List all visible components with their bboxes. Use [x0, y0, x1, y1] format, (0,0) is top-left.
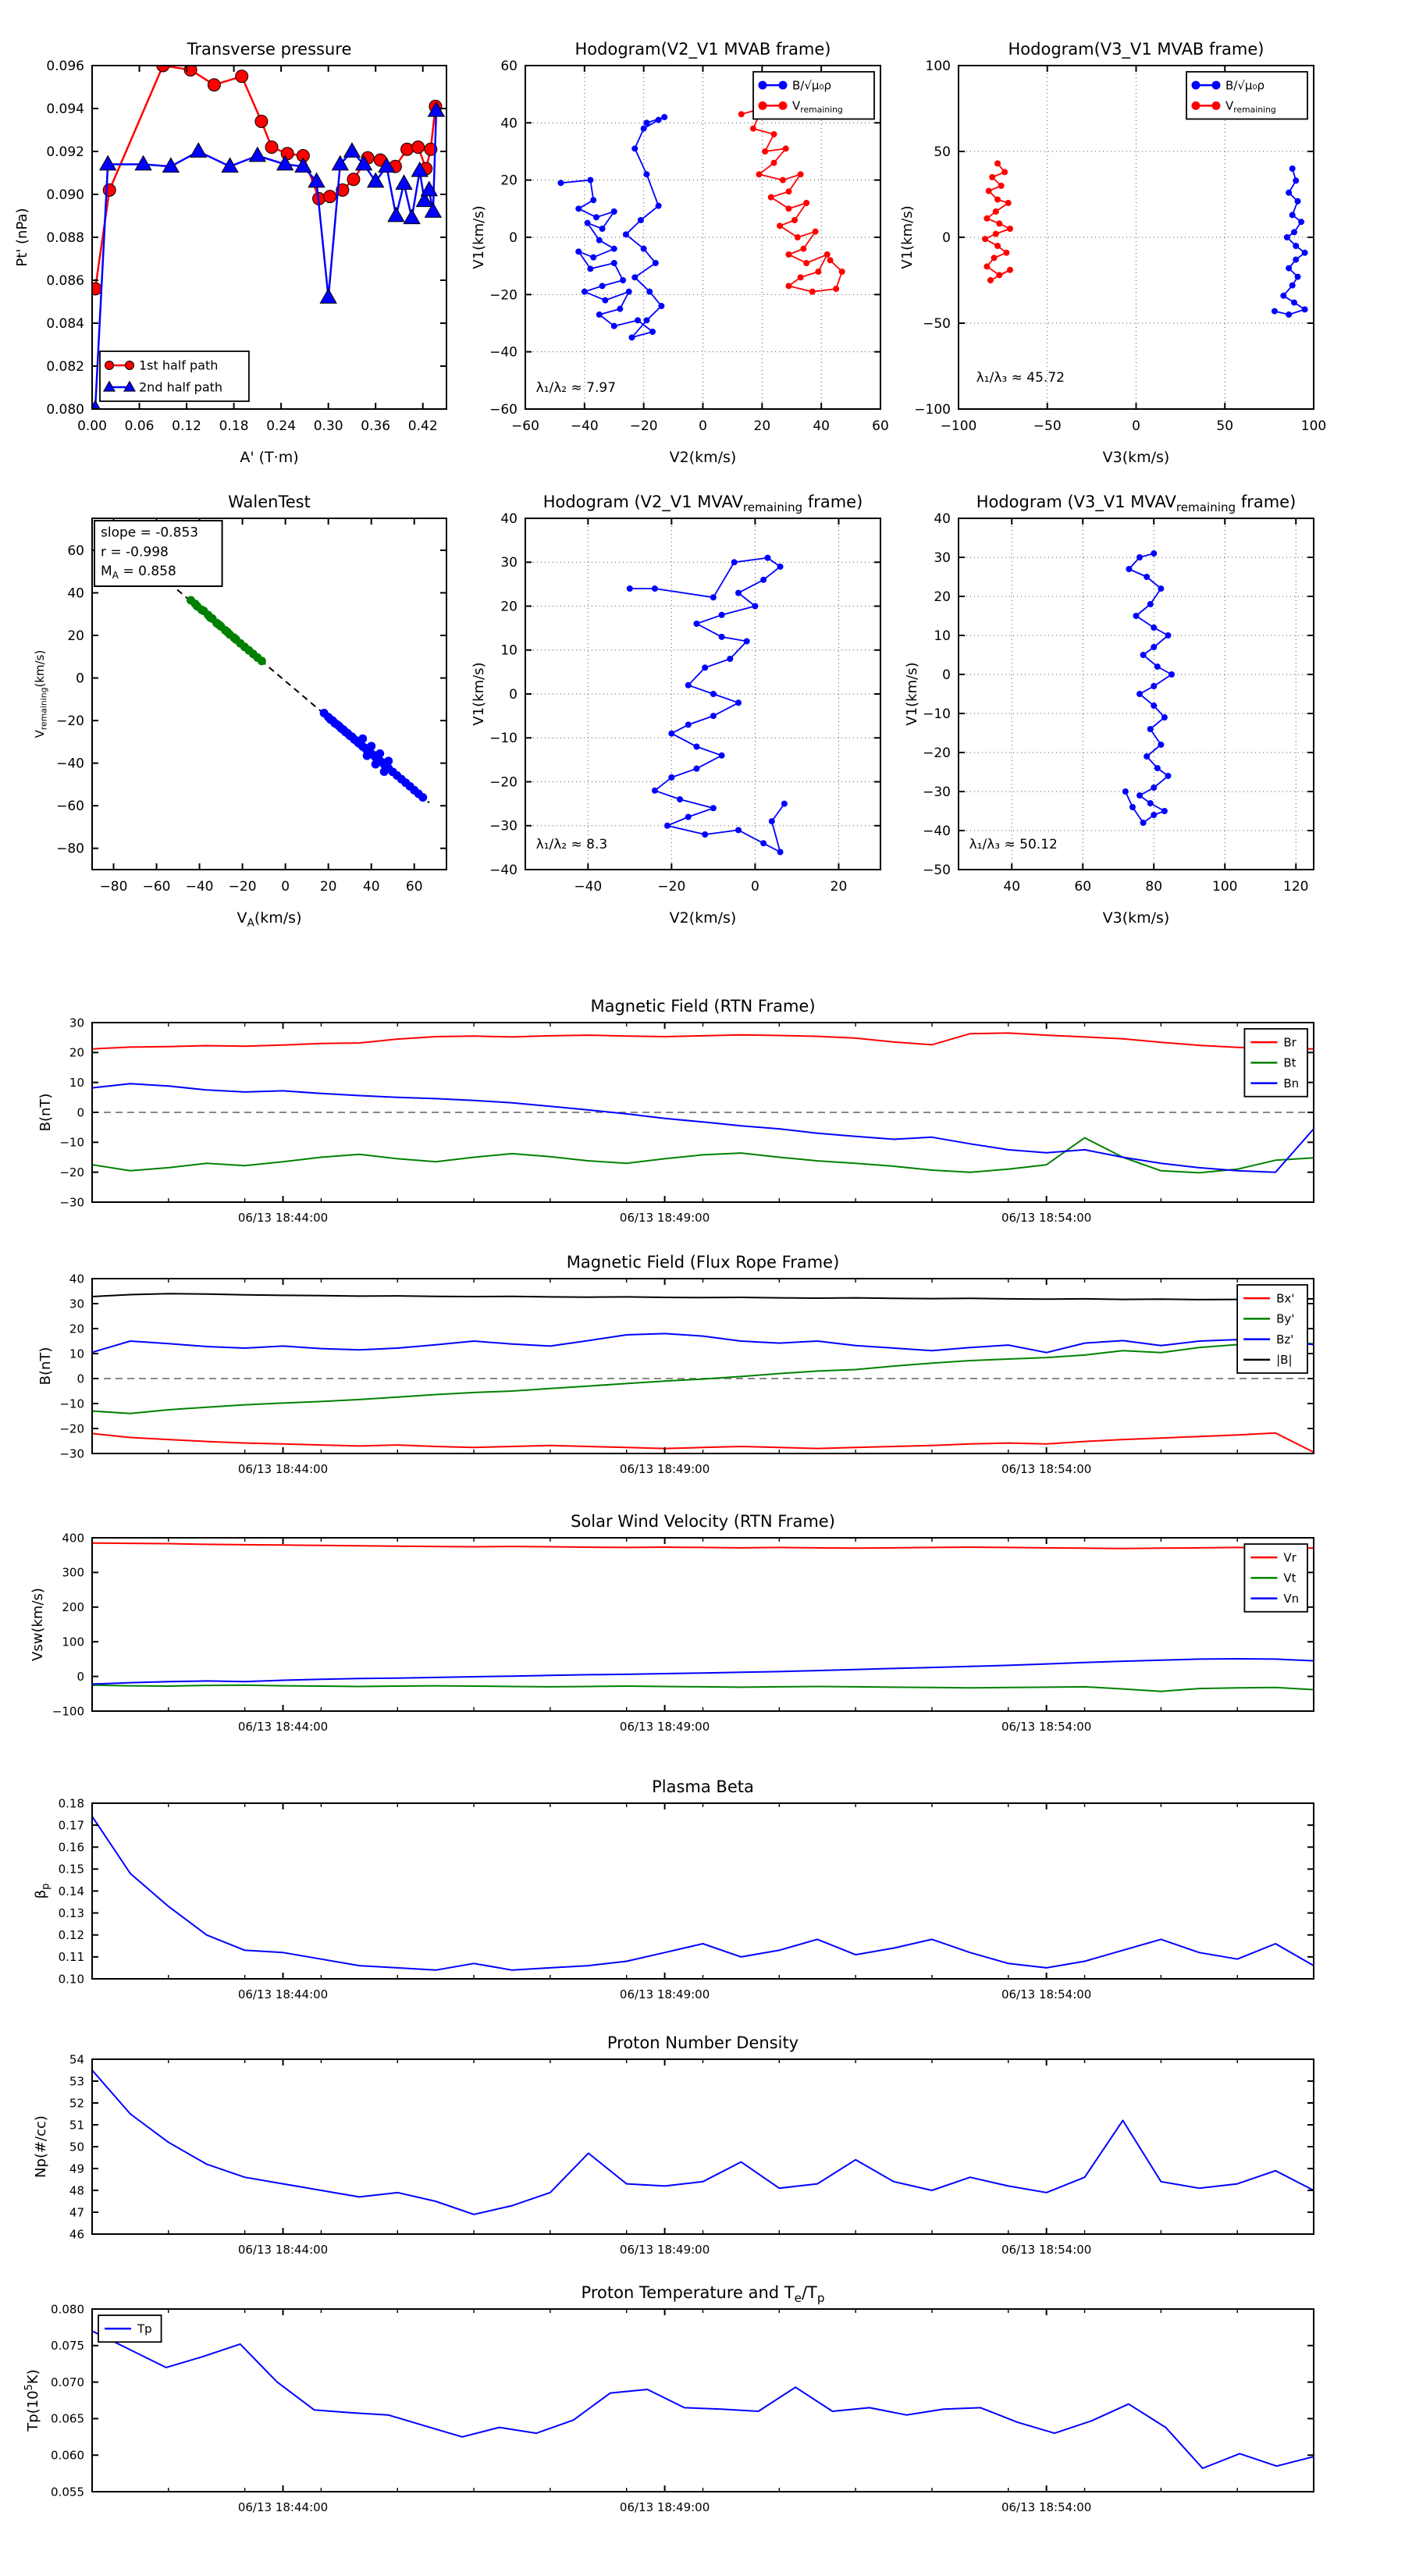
y-tick-label: 50 — [934, 144, 951, 160]
x-tick-label: 20 — [319, 879, 337, 895]
y-tick-label: 30 — [934, 550, 951, 566]
y-tick-label: 53 — [69, 2074, 84, 2089]
y-tick-label: 0.092 — [46, 144, 84, 160]
x-tick-label: 0 — [1132, 418, 1140, 434]
y-tick-label: −100 — [914, 401, 951, 418]
y-tick-label: 300 — [62, 1565, 84, 1580]
x-tick-label: 0.30 — [313, 418, 343, 434]
y-tick-label: 30 — [69, 1297, 84, 1311]
x-tick-label: 0.06 — [124, 418, 155, 434]
x-axis-label: V2(km/s) — [669, 909, 737, 927]
magnetic-field-rtn-plot-series-Br — [92, 1033, 1314, 1048]
x-tick-label: 100 — [1212, 879, 1238, 895]
y-tick-label: 10 — [69, 1075, 84, 1090]
hodogram-v2v1-mvab-plot — [471, 40, 889, 466]
y-tick-label: 30 — [69, 1016, 84, 1030]
y-tick-label: −20 — [489, 774, 518, 791]
y-tick-label: −20 — [59, 1421, 84, 1436]
annotation-text: λ₁/λ₃ ≈ 50.12 — [969, 837, 1058, 852]
y-tick-label: 10 — [69, 1347, 84, 1361]
hodogram-v3v1-mvab-plot — [899, 40, 1326, 466]
legend-label: Vn — [1283, 1591, 1300, 1606]
x-tick-label: 06/13 18:54:00 — [1001, 1987, 1092, 2001]
stats-line: slope = -0.853 — [101, 525, 199, 541]
x-tick-label: 20 — [753, 418, 771, 434]
x-axis-label: A' (T·m) — [240, 449, 299, 466]
legend — [1244, 1544, 1307, 1612]
x-tick-label: −80 — [99, 879, 128, 895]
y-axis-label: B(nT) — [37, 1093, 54, 1132]
transverse-pressure-plot-series-1st half path — [95, 66, 436, 289]
y-tick-label: 0 — [76, 671, 84, 687]
x-tick-label: 0.18 — [219, 418, 249, 434]
y-tick-label: −20 — [489, 287, 518, 304]
legend-label: Tp — [137, 2322, 152, 2336]
y-tick-label: 0.096 — [46, 58, 84, 74]
y-tick-label: 49 — [69, 2161, 84, 2176]
x-tick-label: −20 — [657, 879, 686, 895]
x-tick-label: 06/13 18:44:00 — [237, 2500, 329, 2514]
plot-title: WalenTest — [228, 493, 311, 511]
x-tick-label: 06/13 18:49:00 — [619, 1720, 710, 1734]
x-tick-label: 06/13 18:44:00 — [237, 1462, 329, 1476]
y-tick-label: 0.15 — [58, 1862, 84, 1877]
x-tick-label: 0.42 — [407, 418, 438, 434]
ticks — [525, 518, 880, 870]
walen-test-plot-markers-first-half-points — [187, 596, 266, 666]
legend-label: Vt — [1283, 1571, 1297, 1585]
axes-frame — [92, 1279, 1314, 1453]
y-tick-label: −30 — [923, 784, 951, 800]
y-tick-label: 0 — [76, 1669, 84, 1684]
x-tick-label: 100 — [1300, 418, 1327, 434]
y-tick-label: 40 — [69, 1272, 84, 1286]
plot-title: Proton Temperature and $T_e/T_p$ — [581, 2283, 825, 2306]
y-axis-label: $Tp(10^5K)$ — [23, 2369, 41, 2432]
plot-title: Magnetic Field (Flux Rope Frame) — [566, 1253, 840, 1272]
y-axis-label: Pt' (nPa) — [14, 208, 30, 267]
y-tick-label: −60 — [56, 799, 84, 815]
proton-temperature-plot — [23, 2283, 1314, 2514]
y-tick-label: 0.075 — [51, 2339, 84, 2354]
y-tick-label: 0.13 — [58, 1905, 84, 1920]
magnetic-field-fluxrope-plot-series-Bx' — [92, 1433, 1314, 1453]
x-tick-label: 06/13 18:54:00 — [1001, 2500, 1092, 2514]
x-tick-label: 50 — [1216, 418, 1234, 434]
hodogram-v3v1-mvav-plot-markers-B-normalized — [1122, 550, 1175, 826]
y-tick-label: 52 — [69, 2096, 84, 2111]
x-tick-label: 0 — [281, 879, 290, 895]
stats-line: r = -0.998 — [101, 544, 169, 560]
x-tick-label: 40 — [1003, 879, 1021, 895]
x-tick-label: −50 — [1033, 418, 1062, 434]
hodogram-v3v1-mvav-plot — [904, 493, 1314, 927]
y-tick-label: 0.086 — [46, 272, 84, 289]
magnetic-field-rtn-plot — [37, 997, 1314, 1225]
ticks — [92, 2309, 1314, 2492]
legend — [1244, 1029, 1307, 1097]
y-axis-label: $\beta_p$ — [33, 1883, 52, 1899]
y-tick-label: 0 — [942, 667, 951, 683]
y-tick-label: 10 — [934, 628, 951, 644]
plasma-beta-plot-series-beta — [92, 1816, 1314, 1970]
y-tick-label: −40 — [56, 756, 84, 772]
solar-wind-velocity-plot — [30, 1512, 1314, 1734]
y-tick-label: 40 — [67, 585, 84, 602]
y-tick-label: 20 — [500, 173, 518, 189]
x-tick-label: 06/13 18:44:00 — [237, 1987, 329, 2001]
y-tick-label: 0.094 — [46, 101, 84, 117]
y-tick-label: 50 — [69, 2140, 84, 2154]
legend-label: Bt — [1283, 1055, 1297, 1070]
y-tick-label: 0.084 — [46, 315, 84, 332]
x-tick-label: 60 — [872, 418, 889, 434]
x-tick-label: 0.24 — [266, 418, 297, 434]
y-tick-label: 47 — [69, 2205, 84, 2220]
magnetic-field-fluxrope-plot-series-Bz' — [92, 1333, 1314, 1352]
legend-label: Bx' — [1276, 1291, 1295, 1306]
x-tick-label: 20 — [830, 879, 848, 895]
plot-title: Hodogram (V3_V1 $MVAV_{remaining}$ frame) — [976, 493, 1297, 515]
hodogram-v3v1-mvab-plot-markers-B-normalized — [1272, 165, 1308, 318]
y-tick-label: −60 — [489, 401, 518, 418]
x-tick-label: −20 — [629, 418, 658, 434]
magnetic-field-fluxrope-plot-series-|B| — [92, 1293, 1314, 1300]
y-tick-label: 40 — [500, 116, 518, 132]
grid — [959, 518, 1314, 870]
x-tick-label: 06/13 18:49:00 — [619, 2243, 710, 2257]
y-tick-label: 0 — [509, 229, 518, 246]
y-tick-label: 0.12 — [58, 1928, 84, 1942]
y-tick-label: −50 — [923, 862, 951, 878]
stats-line: $M_A = 0.858$ — [101, 563, 176, 582]
walen-test-plot — [33, 493, 446, 930]
y-tick-label: 60 — [67, 543, 84, 559]
axes-frame — [525, 518, 880, 870]
y-tick-label: −20 — [56, 713, 84, 730]
y-tick-label: −20 — [923, 745, 951, 761]
y-tick-label: 54 — [69, 2052, 84, 2067]
legend — [100, 351, 249, 401]
y-tick-label: 48 — [69, 2183, 84, 2198]
x-tick-label: 06/13 18:49:00 — [619, 1987, 710, 2001]
y-tick-label: 0.060 — [51, 2448, 84, 2463]
magnetic-field-fluxrope-plot — [37, 1253, 1314, 1476]
legend-label: $V_{remaining}$ — [792, 98, 843, 116]
hodogram-v3v1-mvab-plot-markers-V-remaining — [982, 160, 1013, 283]
y-tick-label: −30 — [59, 1195, 84, 1210]
y-tick-label: −30 — [59, 1446, 84, 1461]
y-tick-label: −10 — [923, 706, 951, 722]
grid — [525, 518, 880, 870]
legend — [98, 2315, 162, 2342]
y-tick-label: −10 — [59, 1397, 84, 1411]
x-tick-label: −100 — [940, 418, 977, 434]
x-axis-label: V3(km/s) — [1102, 449, 1170, 466]
y-axis-label: Np(#/cc) — [33, 2115, 49, 2178]
y-tick-label: 0 — [942, 229, 951, 246]
y-tick-label: −20 — [59, 1165, 84, 1179]
x-tick-label: 06/13 18:49:00 — [619, 1462, 710, 1476]
hodogram-v2v1-mvab-plot-markers-V-remaining — [738, 105, 845, 295]
plot-title: Hodogram(V3_V1 MVAB frame) — [1008, 40, 1264, 59]
y-axis-label: Vsw(km/s) — [30, 1588, 46, 1661]
y-tick-label: −30 — [489, 818, 518, 834]
x-tick-label: 06/13 18:54:00 — [1001, 2243, 1092, 2257]
x-axis-label: $V_A(km/s)$ — [237, 909, 302, 930]
solar-wind-velocity-plot-series-Vr — [92, 1543, 1314, 1549]
y-tick-label: 0 — [509, 686, 518, 703]
plot-title: Transverse pressure — [187, 40, 352, 59]
legend — [1186, 72, 1307, 119]
x-tick-label: 06/13 18:49:00 — [619, 2500, 710, 2514]
x-tick-label: −40 — [185, 879, 214, 895]
x-tick-label: −20 — [228, 879, 257, 895]
ticks — [92, 1279, 1314, 1453]
legend-label: |B| — [1276, 1353, 1293, 1368]
hodogram-v2v1-mvab-plot-series-V-remaining — [742, 109, 842, 292]
hodogram-v2v1-mvav-plot-series-B-normalized — [630, 558, 784, 852]
legend-label: Bn — [1283, 1076, 1300, 1091]
annotation-text: λ₁/λ₂ ≈ 8.3 — [535, 837, 608, 852]
walen-test-plot-markers-second-half-points — [320, 709, 428, 802]
y-axis-label: V1(km/s) — [899, 205, 916, 269]
y-tick-label: −10 — [59, 1135, 84, 1150]
y-tick-label: 0.11 — [58, 1950, 84, 1965]
y-tick-label: 200 — [62, 1600, 84, 1615]
x-tick-label: 06/13 18:49:00 — [619, 1211, 710, 1225]
annotation-text: λ₁/λ₂ ≈ 7.97 — [535, 380, 617, 396]
y-tick-label: 60 — [500, 58, 518, 74]
y-axis-label: $V_{remaining}(km/s)$ — [33, 649, 49, 738]
plot-title: Solar Wind Velocity (RTN Frame) — [571, 1512, 835, 1531]
x-tick-label: 60 — [405, 879, 423, 895]
y-tick-label: 0.080 — [51, 2302, 84, 2317]
y-tick-label: 20 — [500, 599, 518, 615]
x-tick-label: 0.12 — [172, 418, 201, 434]
plasma-beta-plot — [33, 1777, 1314, 2001]
hodogram-v3v1-mvav-plot-series-B-normalized — [1126, 553, 1172, 823]
x-tick-label: −60 — [511, 418, 539, 434]
y-axis-label: V1(km/s) — [471, 205, 487, 269]
y-tick-label: 20 — [69, 1322, 84, 1336]
legend-label: By' — [1276, 1311, 1295, 1326]
proton-number-density-plot — [33, 2033, 1314, 2257]
y-tick-label: 0.17 — [58, 1818, 84, 1833]
annotation-text: λ₁/λ₃ ≈ 45.72 — [976, 369, 1065, 386]
legend — [1237, 1285, 1307, 1373]
y-tick-label: 40 — [500, 511, 518, 527]
y-tick-label: 30 — [500, 555, 518, 571]
x-tick-label: 0 — [699, 418, 707, 434]
x-tick-label: 60 — [1074, 879, 1092, 895]
y-tick-label: 0.18 — [58, 1796, 84, 1811]
y-tick-label: 0.065 — [51, 2411, 84, 2426]
x-tick-label: 40 — [813, 418, 830, 434]
axes-frame — [92, 2059, 1314, 2234]
y-tick-label: −100 — [52, 1704, 84, 1719]
legend-label: B/√μ₀ρ — [792, 78, 831, 93]
legend-label: $V_{remaining}$ — [1225, 98, 1276, 116]
y-tick-label: 0.055 — [51, 2485, 84, 2500]
proton-number-density-plot-series-Np — [92, 2070, 1314, 2215]
y-tick-label: −50 — [923, 315, 951, 332]
y-axis-label: V1(km/s) — [904, 662, 920, 726]
x-tick-label: 06/13 18:54:00 — [1001, 1720, 1092, 1734]
y-tick-label: 51 — [69, 2118, 84, 2133]
x-tick-label: 40 — [362, 879, 380, 895]
y-tick-label: 100 — [62, 1635, 84, 1649]
y-tick-label: 0.090 — [46, 187, 84, 203]
y-tick-label: 0 — [76, 1372, 84, 1386]
y-tick-label: 40 — [934, 511, 951, 527]
plot-title: Plasma Beta — [652, 1777, 754, 1796]
solar-wind-velocity-plot-series-Vt — [92, 1685, 1314, 1692]
solar-wind-velocity-plot-series-Vn — [92, 1659, 1314, 1684]
y-tick-label: −10 — [489, 731, 518, 747]
legend-label: Br — [1283, 1035, 1297, 1050]
legend-label: Vr — [1283, 1550, 1297, 1565]
x-tick-label: −40 — [574, 879, 603, 895]
legend-label: 1st half path — [139, 358, 219, 373]
x-axis-label: V3(km/s) — [1102, 909, 1170, 927]
legend — [753, 72, 874, 119]
legend-label: Bz' — [1276, 1332, 1294, 1347]
x-tick-label: 06/13 18:44:00 — [237, 1211, 329, 1225]
y-tick-label: 0 — [76, 1105, 84, 1120]
x-axis-label: V2(km/s) — [669, 449, 737, 466]
y-tick-label: 10 — [500, 642, 518, 659]
x-tick-label: 0 — [750, 879, 759, 895]
x-tick-label: 0.36 — [361, 418, 391, 434]
hodogram-v2v1-mvab-plot-series-B-normalized — [561, 117, 665, 337]
ticks — [92, 2059, 1314, 2234]
x-tick-label: 0.00 — [77, 418, 107, 434]
y-tick-label: 46 — [69, 2227, 84, 2242]
hodogram-v2v1-mvab-plot-markers-B-normalized — [558, 114, 668, 340]
transverse-pressure-plot — [14, 40, 446, 466]
y-tick-label: 100 — [925, 58, 951, 74]
x-tick-label: 120 — [1283, 879, 1309, 895]
y-axis-label: V1(km/s) — [471, 662, 487, 726]
hodogram-v2v1-mvav-plot — [471, 493, 880, 927]
y-tick-label: −40 — [489, 862, 518, 878]
y-axis-label: B(nT) — [37, 1347, 54, 1386]
y-tick-label: 400 — [62, 1531, 84, 1546]
plot-title: Proton Number Density — [606, 2033, 799, 2052]
y-tick-label: 20 — [69, 1045, 84, 1060]
legend-label: B/√μ₀ρ — [1225, 78, 1264, 93]
y-tick-label: 20 — [67, 628, 84, 644]
x-tick-label: −60 — [142, 879, 171, 895]
plot-title: Magnetic Field (RTN Frame) — [590, 997, 816, 1016]
y-tick-label: −40 — [923, 823, 951, 839]
magnetic-field-rtn-plot-series-Bn — [92, 1083, 1314, 1172]
y-tick-label: −40 — [489, 344, 518, 361]
x-tick-label: 80 — [1145, 879, 1163, 895]
plot-title: Hodogram (V2_V1 $MVAV_{remaining}$ frame) — [542, 493, 863, 515]
y-tick-label: 0.088 — [46, 229, 84, 246]
axes-frame — [92, 2309, 1314, 2492]
x-tick-label: −40 — [570, 418, 599, 434]
y-tick-label: 0.14 — [58, 1884, 84, 1898]
x-tick-label: 06/13 18:54:00 — [1001, 1211, 1092, 1225]
y-tick-label: 0.16 — [58, 1840, 84, 1855]
x-tick-label: 06/13 18:54:00 — [1001, 1462, 1092, 1476]
y-tick-label: 0.082 — [46, 358, 84, 375]
x-tick-label: 06/13 18:44:00 — [237, 1720, 329, 1734]
legend-label: 2nd half path — [139, 379, 223, 395]
y-tick-label: 0.10 — [58, 1972, 84, 1987]
magnetic-field-rtn-plot-series-Bt — [92, 1138, 1314, 1173]
y-tick-label: −80 — [56, 841, 84, 857]
y-tick-label: 0.070 — [51, 2375, 84, 2389]
y-tick-label: 0.080 — [46, 401, 84, 418]
x-tick-label: 06/13 18:44:00 — [237, 2243, 329, 2257]
plot-title: Hodogram(V2_V1 MVAB frame) — [574, 40, 831, 59]
y-tick-label: 20 — [934, 589, 951, 605]
proton-temperature-plot-series-Tp — [92, 2331, 1314, 2468]
